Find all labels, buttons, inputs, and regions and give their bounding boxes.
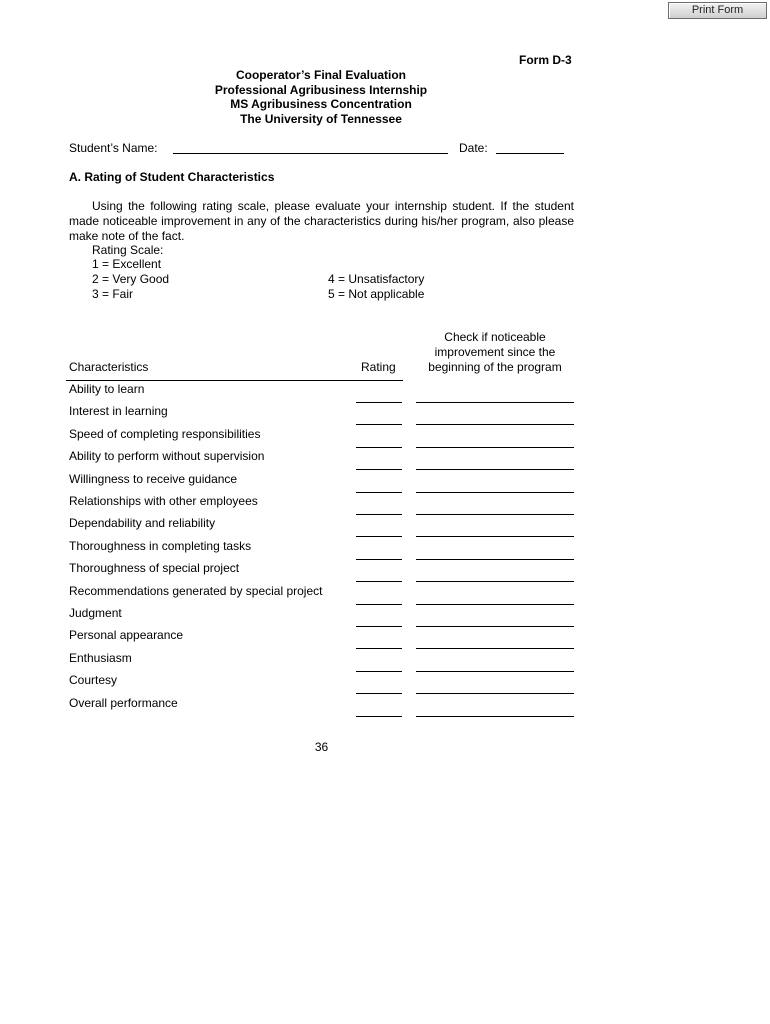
improvement-check-field[interactable] [416,604,574,605]
section-a-heading: A. Rating of Student Characteristics [69,170,275,184]
characteristic-label: Enthusiasm [69,650,132,665]
student-name-label: Student’s Name: [69,141,158,155]
rating-field[interactable] [356,693,402,694]
characteristic-label: Personal appearance [69,628,184,643]
characteristic-label: Recommendations generated by special project [69,583,323,598]
scale-item-4: 4 = Unsatisfactory [328,272,425,286]
rating-field[interactable] [356,514,402,515]
title-line-3: MS Agribusiness Concentration [230,97,412,111]
rating-field[interactable] [356,492,402,493]
characteristic-label: Overall performance [69,695,178,710]
rating-field[interactable] [356,604,402,605]
characteristic-label: Relationships with other employees [69,494,258,508]
characteristic-label: Interest in learning [69,404,168,419]
header-rule [66,380,403,381]
scale-item-3: 3 = Fair [92,287,134,301]
characteristics-header: Characteristics [69,360,149,374]
characteristic-label: Thoroughness in completing tasks [69,538,252,553]
date-field[interactable] [496,153,564,154]
rating-field[interactable] [356,716,402,717]
rating-field[interactable] [356,447,402,448]
title-line-2: Professional Agribusiness Internship [214,83,428,97]
title-line-1: Cooperator’s Final Evaluation [235,68,407,82]
characteristic-label: Dependability and reliability [69,516,216,531]
improvement-check-field[interactable] [416,648,574,649]
improvement-check-field[interactable] [416,469,574,470]
rating-scale-title: Rating Scale: [92,243,164,257]
title-line-4: The University of Tennessee [240,112,402,126]
characteristic-label: Courtesy [69,673,118,688]
improvement-check-field[interactable] [416,581,574,582]
check-header-line-1: Check if noticeable [444,330,546,344]
rating-field[interactable] [356,469,402,470]
characteristic-label: Ability to learn [69,382,145,396]
form-id: Form D-3 [519,53,572,67]
characteristic-label: Speed of completing responsibilities [69,426,261,441]
rating-field[interactable] [356,402,402,403]
improvement-check-field[interactable] [416,693,574,694]
improvement-check-field[interactable] [416,536,574,537]
characteristic-label: Thoroughness of special project [69,561,240,576]
scale-item-2: 2 = Very Good [92,272,170,286]
improvement-check-field[interactable] [416,424,574,425]
characteristic-label: Judgment [69,606,122,620]
student-name-field[interactable] [173,153,448,154]
check-header-line-3: beginning of the program [428,360,562,374]
improvement-check-field[interactable] [416,716,574,717]
rating-field[interactable] [356,648,402,649]
improvement-check-field[interactable] [416,671,574,672]
section-a-intro: Using the following rating scale, please evaluate your internship student. If the student made noticeable improvement in any of the characteristics during his/her program, also please make note of the fact. [69,199,574,243]
improvement-check-field[interactable] [416,447,574,448]
improvement-check-field[interactable] [416,559,574,560]
rating-field[interactable] [356,626,402,627]
improvement-check-field[interactable] [416,626,574,627]
rating-header: Rating [361,360,396,374]
scale-item-5: 5 = Not applicable [328,287,425,301]
rating-field[interactable] [356,581,402,582]
page-number: 36 [314,740,329,754]
rating-field[interactable] [356,671,402,672]
improvement-check-field[interactable] [416,514,574,515]
rating-field[interactable] [356,559,402,560]
check-header-line-2: improvement since the [434,345,556,359]
improvement-check-field[interactable] [416,402,574,403]
rating-field[interactable] [356,424,402,425]
scale-item-1: 1 = Excellent [92,257,162,271]
rating-field[interactable] [356,536,402,537]
characteristic-label: Ability to perform without supervision [69,449,265,464]
improvement-check-field[interactable] [416,492,574,493]
characteristic-label: Willingness to receive guidance [69,471,238,486]
date-label: Date: [459,141,488,155]
print-form-button[interactable]: Print Form [668,2,767,19]
